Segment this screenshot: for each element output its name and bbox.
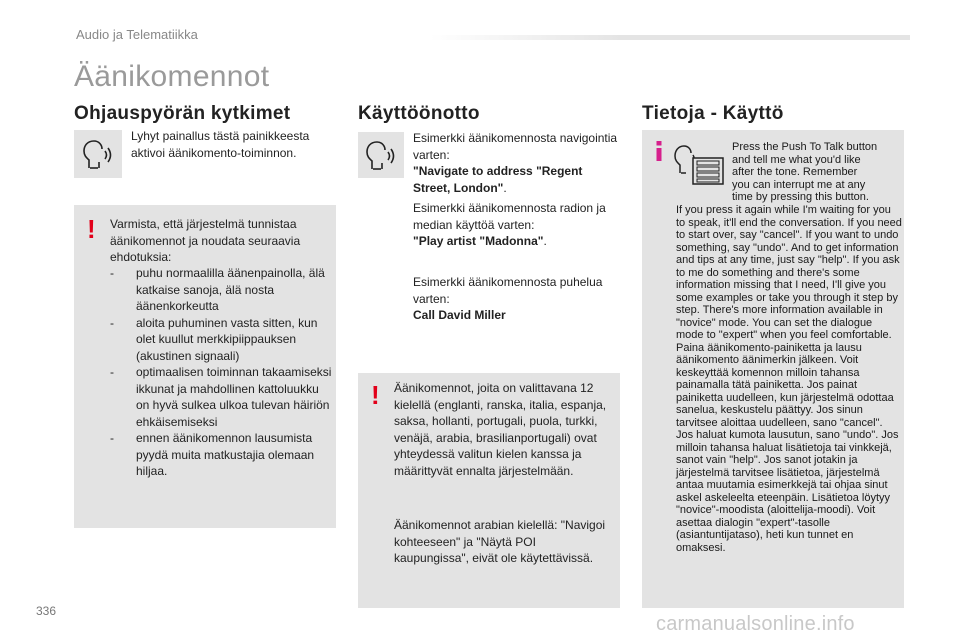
- info-icon: [654, 141, 664, 161]
- list-item: - aloita puhuminen vasta sitten, kun olet kuullut merkkipiippauksen (akustinen signaali): [110, 315, 318, 363]
- warning-icon: !: [371, 380, 380, 410]
- heading-tietoja-kaytto: Tietoja - Käyttö: [642, 103, 784, 124]
- heading-kayttoonotto: Käyttöönotto: [358, 103, 480, 124]
- warning-icon: !: [87, 214, 96, 244]
- col3-intro-lines: Press the Push To Talk button and tell me what you'd like after the tone. Remember you can interrupt me at any time by pressing this button.: [732, 141, 878, 203]
- watermark: carmanualsonline.info: [656, 613, 855, 635]
- col3-body-text: If you press it again while I'm waiting for you to speak, it'll end the conversation. If you need to start over, say "cancel". If you want to undo something, say "undo". And to get information and tips at any time, just say "help". If you ask to me do something and there's some information missing that I need, I'll give you some examples or take you through it step by step. There's more information available in "novice" mode. You can set the dialogue mode to "expert" when you feel comfortable. Paina äänikomento-painiketta ja lausu äänikomento äänimerkin jälkeen. Voit keskeyttää komennon milloin tahansa painamalla tätä painiketta. Jos painat painiketta uudelleen, kun järjestelmä odottaa sanelua, keskustelu päättyy. Jos sinun tarvitsee aloittaa uudelleen, sano "cancel". Jos haluat kumota lausutun, sano "undo". Jos milloin tahansa haluat lisätietoja tai vinkkejä, sanot vain "help". Jos sanot jotakin ja järjestelmä tarvitsee lisätietoa, järjestelmä antaa muutamia esimerkkejä tai ohjaa sinut askel askeleelta eteenpäin. Lisätietoa löytyy "novice"-moodista (aloittelija-moodi). Voit asettaa dialogin "expert"-tasolle (asiantuntijataso), heti kun tunnet en omaksesi.: [676, 204, 902, 554]
- col2-example-call: Esimerkki äänikomennosta puhelua varten: Call David Miller: [413, 275, 603, 322]
- header-rule: [430, 35, 910, 40]
- page-title: Äänikomennot: [74, 60, 270, 93]
- heading-ohjauspyora: Ohjauspyörän kytkimet: [74, 103, 291, 124]
- media-command: "Play artist "Madonna": [413, 234, 544, 248]
- voice-menu-icon: [672, 140, 724, 186]
- col1-warning-lead: Varmista, että järjestelmä tunnistaa äänikomennot ja noudata seuraavia ehdotuksia:: [110, 217, 301, 264]
- voice-command-icon: [74, 130, 122, 178]
- page-number: 336: [36, 604, 57, 618]
- section-header-label: Audio ja Telematiikka: [76, 27, 198, 42]
- list-item: - puhu normaalilla äänenpainolla, älä katkaise sanoja, älä nosta äänenkorkeutta: [110, 266, 325, 313]
- navigation-command: "Navigate to address "Regent Street, London": [413, 164, 583, 195]
- col2-example-media: Esimerkki äänikomennosta radion ja median käyttöä varten: "Play artist "Madonna".: [413, 201, 606, 248]
- col2-warning-arabic: Äänikomennot arabian kielellä: "Navigoi kohteeseen" ja "Näytä POI kaupungissa", eivät ole käytettävissä.: [394, 518, 606, 565]
- col1-warning-list: [110, 265, 332, 480]
- list-item: - ennen äänikomennon lausumista pyydä muita matkustajia olemaan hiljaa.: [110, 431, 315, 478]
- list-item: - optimaalisen toiminnan takaamiseksi ikkunat ja mahdollinen kattoluukku on hyvä sulkea ulkoa tulevan häiriön ehkäisemiseksi: [110, 365, 332, 429]
- voice-command-icon: [358, 132, 404, 178]
- col2-warning-languages: Äänikomennot, joita on valittavana 12 kielellä (englanti, ranska, italia, espanja, saksa, hollanti, portugali, puola, turkki, venäjä, arabia, brasilianportugali) ovat yhteydessä valitun kielen kanssa ja määrittyvät ennalta järjestelmään.: [394, 381, 607, 478]
- call-command: Call David Miller: [413, 308, 506, 322]
- col2-example-navigation: Esimerkki äänikomennosta navigointia varten: "Navigate to address "Regent Street, London".: [413, 131, 618, 195]
- col1-intro: Lyhyt painallus tästä painikkeesta aktivoi äänikomento-toiminnon.: [131, 129, 310, 160]
